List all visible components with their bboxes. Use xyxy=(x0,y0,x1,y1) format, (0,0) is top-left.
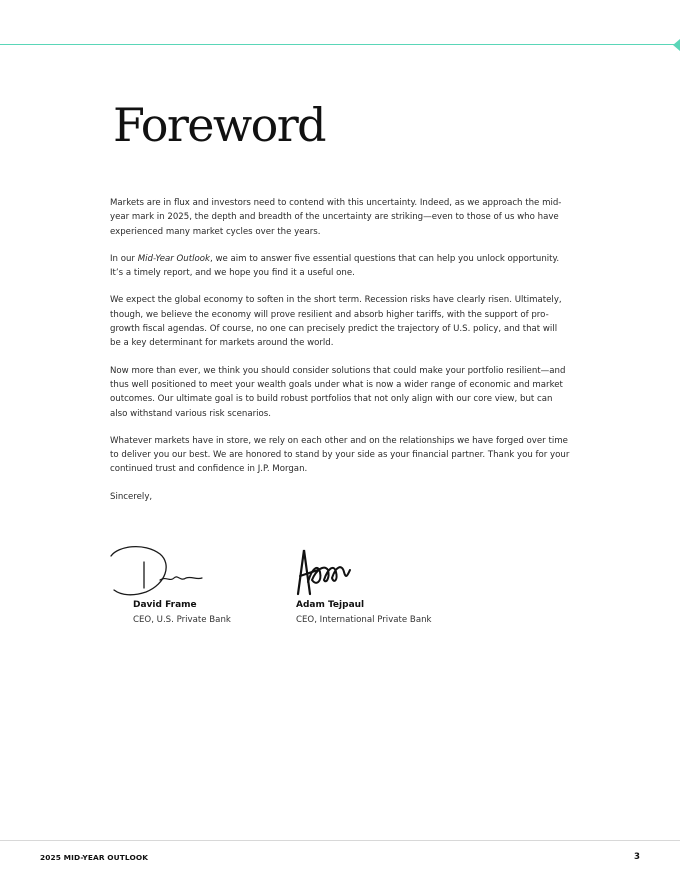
paragraph-4: Now more than ever, we think you should consider solutions that could make your portfolio resilient—and thus well positioned to meet your wealth goals under what is now a wider range of economic and market outcomes. Our ultimate goal is to build robust portfolios that not only align with our core view, but can also withstand various risk scenarios. xyxy=(110,365,566,419)
signature-david-frame xyxy=(108,540,208,600)
paragraph-3: We expect the global economy to soften in the short term. Recession risks have clearly risen. Ultimately, though, we believe the economy will prove resilient and absorb higher tariffs, with the support of pro-growth fiscal agendas. Of course, no one can precisely predict the trajectory of U.S. policy, and that will be a key determinant for markets around the world. xyxy=(110,295,562,349)
page-title: Foreword xyxy=(113,98,326,152)
paragraph-2: In our Mid-Year Outlook, we aim to answer five essential questions that can help you unlock opportunity. It’s a timely report, and we hope you find it a useful one. xyxy=(110,253,560,279)
paragraph-1: Markets are in flux and investors need to contend with this uncertainty. Indeed, as we approach the mid-year mark in 2025, the depth and breadth of the uncertainty are striking—even to those of us who have experienced many market cycles over the years. xyxy=(110,198,562,237)
signer-title-1: CEO, U.S. Private Bank xyxy=(133,615,231,625)
page-edge-marker-icon xyxy=(673,39,680,51)
signature-adam-tejpaul xyxy=(294,540,354,600)
top-accent-rule xyxy=(0,44,674,45)
paragraph-5: Whatever markets have in store, we rely on each other and on the relationships we have forged over time to deliver you our best. We are honored to stand by your side as your financial partner. Thank you for your continued trust and confidence in J.P. Morgan. xyxy=(110,435,570,475)
closing-salutation: Sincerely, xyxy=(110,491,153,502)
signer-title-2: CEO, International Private Bank xyxy=(296,615,432,625)
signer-name-1: David Frame xyxy=(133,600,197,610)
signer-name-2: Adam Tejpaul xyxy=(296,600,365,610)
footer-publication-title: 2025 MID-YEAR OUTLOOK xyxy=(40,853,149,862)
letter-body xyxy=(110,196,570,517)
footer-rule xyxy=(0,840,680,841)
report-title-italic: Mid-Year Outlook xyxy=(137,253,211,264)
page-number: 3 xyxy=(634,852,640,862)
